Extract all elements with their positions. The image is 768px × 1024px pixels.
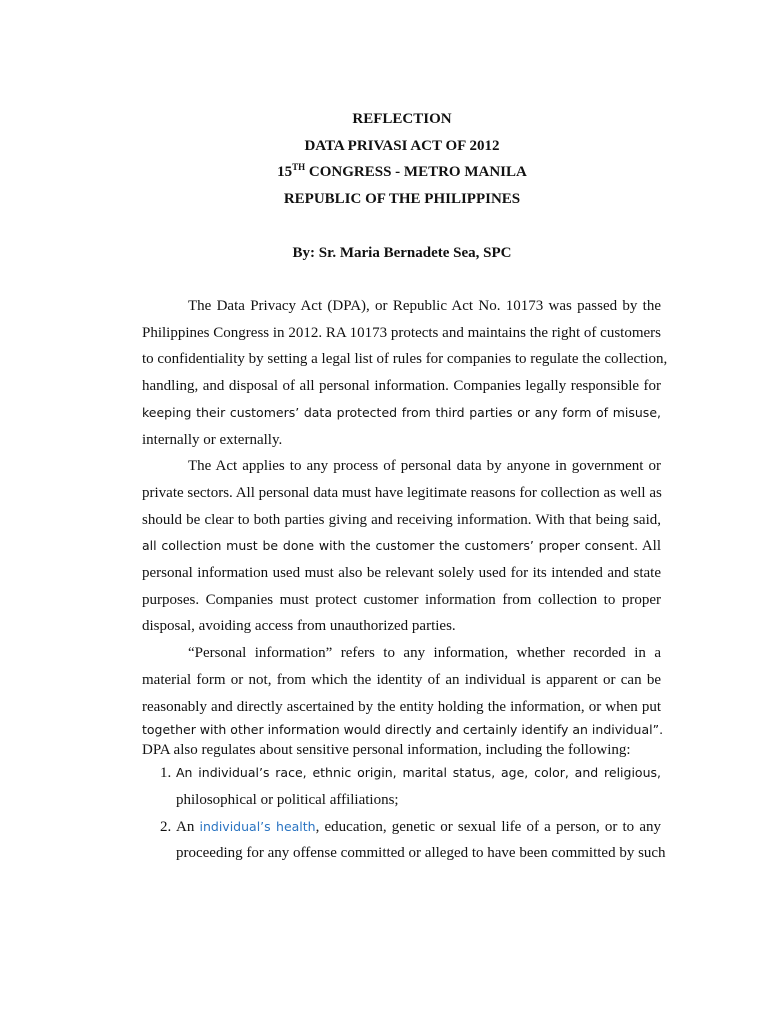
- paragraph-line: DPA also regulates about sensitive personal information, including the following:: [142, 742, 631, 759]
- paragraph-line: The Data Privacy Act (DPA), or Republic Act No. 10173 was passed by the: [188, 298, 661, 314]
- list-item-text: An individual’s race, ethnic origin, marital status, age, color, and religious,: [176, 765, 661, 781]
- title-congress: [0, 159, 768, 186]
- paragraph-1: [142, 293, 668, 453]
- paragraph-line: reasonably and directly ascertained by the entity holding the information, or when put: [142, 698, 661, 715]
- paragraph-line: handling, and disposal of all personal information. Companies legally responsible for: [142, 378, 661, 395]
- author-byline: By: Sr. Maria Bernadete Sea, SPC: [292, 245, 512, 261]
- paragraph-line: should be clear to both parties giving and receiving information. With that being said,: [142, 511, 661, 528]
- individual-health-link[interactable]: individual’s health: [199, 818, 316, 834]
- list-item-continuation: proceeding for any offense committed or alleged to have been committed by such: [176, 845, 666, 862]
- document-title: [0, 106, 768, 212]
- consent-tail: All: [641, 538, 661, 555]
- paragraph-line: disposal, avoiding access from unauthorized parties.: [142, 618, 456, 635]
- sensitive-info-list: [142, 760, 666, 867]
- paragraph-line: keeping their customers’ data protected from third parties or any form of misuse,: [142, 404, 661, 420]
- paragraph-line: material form or not, from which the identity of an individual is apparent or can be: [142, 671, 661, 688]
- title-reflection: REFLECTION: [352, 111, 452, 127]
- congress-text: CONGRESS - METRO MANILA: [308, 164, 527, 180]
- consent-text: all collection must be done with the customer the customers’ proper consent.: [142, 538, 639, 554]
- paragraph-line: Philippines Congress in 2012. RA 10173 protects and maintains the right of customers: [142, 324, 661, 341]
- paragraph-line: private sectors. All personal data must have legitimate reasons for collection as well as: [142, 484, 662, 501]
- list-item-continuation: philosophical or political affiliations;: [176, 791, 399, 808]
- list-item-rest: , education, genetic or sexual life of a person, or to any: [315, 818, 661, 835]
- paragraph-line: personal information used must also be relevant solely used for its intended and state: [142, 565, 661, 582]
- title-republic: REPUBLIC OF THE PHILIPPINES: [283, 190, 521, 207]
- paragraph-line: The Act applies to any process of personal data by anyone in government or: [188, 458, 661, 475]
- title-act: DATA PRIVASI ACT OF 2012: [304, 137, 500, 154]
- paragraph-line-mixed: [142, 533, 661, 560]
- paragraph-3: [142, 640, 664, 760]
- congress-number: 15: [277, 164, 293, 180]
- paragraph-line: together with other information would directly and certainly identify an individual”.: [142, 722, 664, 738]
- list-number: 1.: [160, 765, 172, 782]
- list-number: 2.: [160, 818, 172, 835]
- paragraph-line: internally or externally.: [142, 431, 283, 448]
- list-item: [142, 814, 661, 841]
- list-item-lead: An: [176, 818, 200, 835]
- list-item: [142, 760, 661, 787]
- paragraph-line: purposes. Companies must protect customer information from collection to proper: [142, 591, 661, 608]
- paragraph-line: to confidentiality by setting a legal list of rules for companies to regulate the collection,: [142, 351, 668, 368]
- congress-suffix: TH: [292, 162, 306, 172]
- paragraph-2: [142, 453, 661, 640]
- paragraph-line: “Personal information” refers to any information, whether recorded in a: [188, 645, 661, 662]
- document-body: [142, 293, 668, 867]
